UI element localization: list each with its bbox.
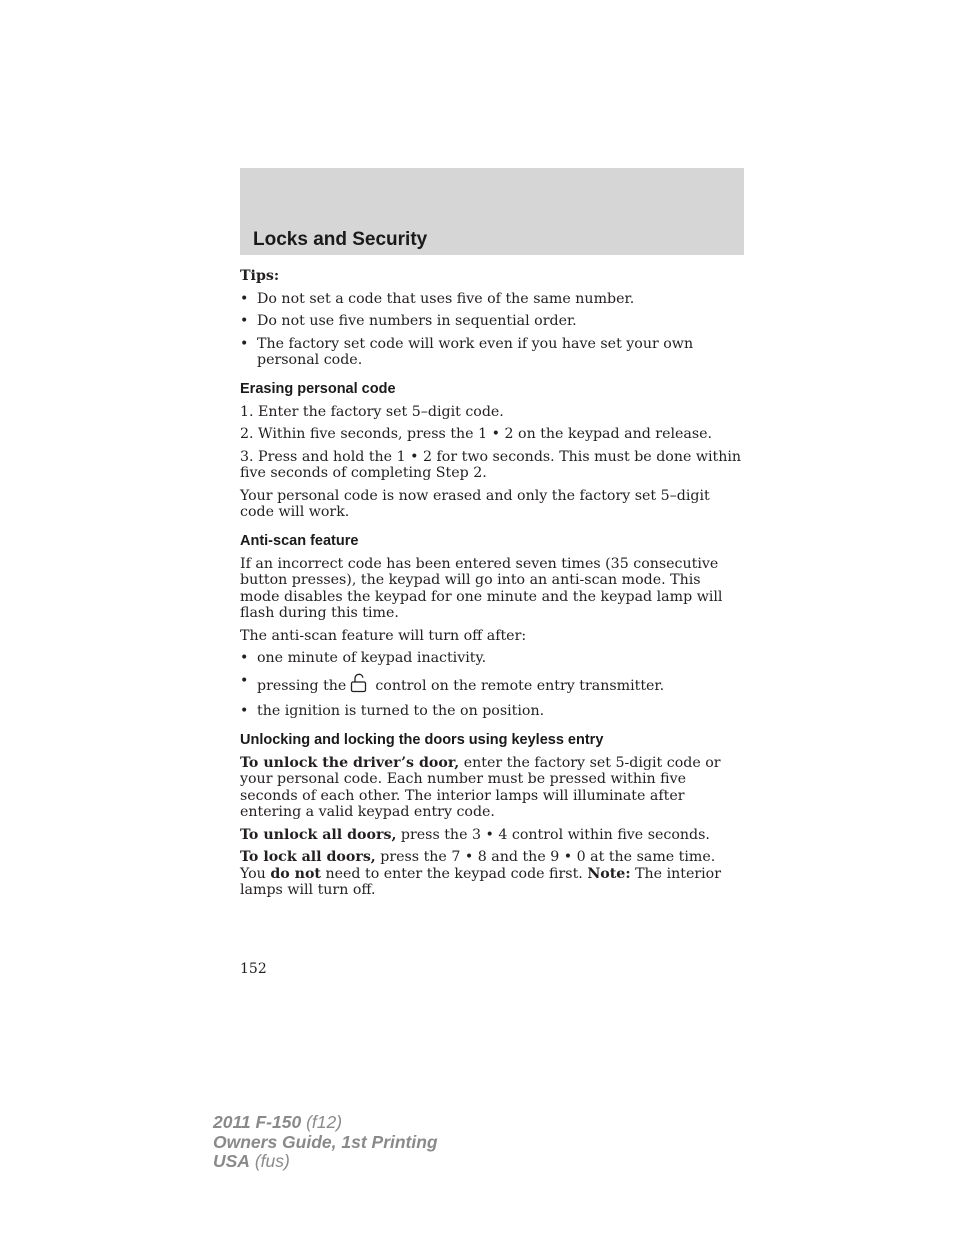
tips-list: [240, 291, 744, 369]
footer-line: [213, 1113, 438, 1133]
keyless-text: enter the factory set 5-digit code or your personal code. Each number must be pressed within five seconds of each other. The interior lamps will illuminate after entering a valid keypad entry code.: [240, 754, 721, 820]
list-item: • Do not set a code that uses five of the same number.: [240, 291, 744, 308]
section-header-band: [240, 168, 744, 255]
page-number: 152: [240, 961, 267, 977]
list-item-text: pressing the: [257, 677, 347, 694]
footer-region: USA: [213, 1151, 250, 1171]
footer-line: [213, 1152, 438, 1172]
keyless-bold: Note:: [587, 865, 631, 882]
erasing-step: 2. Within five seconds, press the 1 • 2 on the keypad and release.: [240, 426, 713, 442]
footer-region-code: (fus): [249, 1151, 290, 1171]
erasing-step: 1. Enter the factory set 5–digit code.: [240, 403, 504, 420]
keyless-bold: To lock all doors,: [240, 849, 376, 865]
erasing-heading: Erasing personal code: [240, 380, 396, 397]
keyless-bold: To unlock all doors,: [240, 826, 397, 843]
keyless-bold: To unlock the driver’s door,: [240, 754, 460, 771]
keyless-bold: do not: [270, 865, 321, 882]
section-title: Locks and Security: [253, 229, 428, 250]
keyless-text: press the 3 • 4 control within five seconds.: [396, 826, 710, 843]
antiscan-heading: Anti-scan feature: [240, 532, 359, 549]
list-item: [240, 673, 744, 698]
antiscan-intro: The anti-scan feature will turn off after:: [240, 627, 527, 644]
list-item-text: control on the remote entry transmitter.: [375, 677, 665, 694]
keyless-text: The interior lamps will turn off.: [240, 865, 721, 898]
antiscan-paragraph: If an incorrect code has been entered seven times (35 consecutive button presses), the keypad will go into an anti-scan mode. This mode disables the keypad for one minute and the keypad lamp will flash during this time.: [240, 555, 723, 621]
keyless-paragraph: [240, 827, 744, 844]
keyless-paragraph: [240, 849, 744, 899]
document-footer: [213, 1113, 438, 1172]
footer-line: Owners Guide, 1st Printing: [213, 1131, 438, 1152]
footer-code: (f12): [301, 1112, 343, 1132]
list-item: • The factory set code will work even if you have set your own personal code.: [240, 336, 744, 369]
keyless-text: press the 7 • 8 and the 9 • 0 at the same time. You: [240, 849, 716, 882]
footer-model: 2011 F-150: [213, 1112, 302, 1132]
tips-label: Tips:: [240, 268, 280, 284]
keyless-paragraph: [240, 755, 744, 821]
erasing-step: 3. Press and hold the 1 • 2 for two seconds. This must be done within five seconds of completing Step 2.: [240, 448, 742, 481]
page-content: [240, 268, 744, 905]
list-item: • the ignition is turned to the on position.: [240, 703, 744, 720]
list-item: • Do not use five numbers in sequential order.: [240, 313, 744, 330]
antiscan-list: [240, 650, 744, 720]
erasing-note: Your personal code is now erased and only the factory set 5–digit code will work.: [240, 487, 710, 520]
unlock-icon: [349, 673, 369, 698]
keyless-text: need to enter the keypad code first.: [320, 865, 588, 882]
list-item: • one minute of keypad inactivity.: [240, 650, 744, 667]
keyless-heading: Unlocking and locking the doors using keyless entry: [240, 731, 604, 748]
